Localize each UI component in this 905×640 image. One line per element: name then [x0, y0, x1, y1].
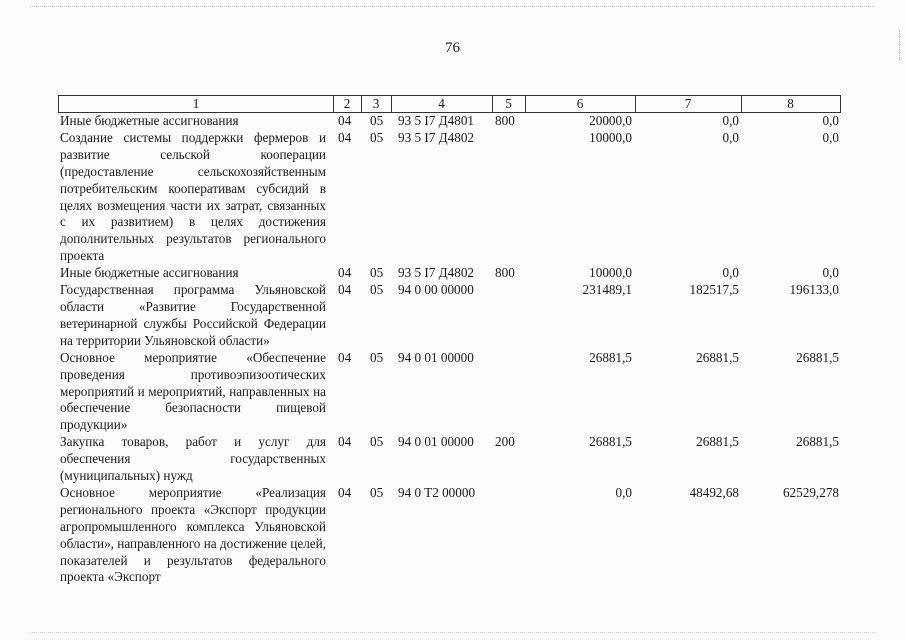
row-name: Основное мероприятие «Реализация регионального проекта «Экспорт продукции агропромышленного комплекса Ульяновской области», направленного на достижение целей, показателей и результатов федерального проекта «Экспорт [60, 484, 326, 585]
row-amount-3: 26881,5 [796, 434, 839, 450]
row-amount-3: 0,0 [822, 113, 839, 128]
row-amount-1: 26881,5 [589, 349, 632, 365]
table-header [58, 95, 841, 113]
header-col-6: 6 [576, 96, 584, 111]
header-col-2: 2 [343, 96, 351, 111]
table-row [58, 485, 841, 586]
table-row [58, 113, 841, 130]
row-name: Основное мероприятие «Обеспечение проведения противоэпизоотических мероприятий и мероприятий, направленных на обеспечение безопасности пищевой продукции» [60, 349, 326, 433]
row-amount-2: 0,0 [722, 129, 739, 145]
row-name: Создание системы поддержки фермеров и развитие сельской кооперации (предоставление сельскохозяйственным потребительским кооперативам субсидий в целях возмещения части их затрат, связанных с их развитием) в целях достижения дополнительных результатов регионального проекта [60, 129, 326, 264]
row-amount-1: 231489,1 [582, 282, 632, 298]
row-section: 04 [338, 484, 352, 500]
row-section: 04 [338, 282, 352, 298]
row-amount-2: 0,0 [722, 265, 739, 281]
row-expense-type: 200 [495, 434, 515, 450]
header-col-3: 3 [372, 96, 380, 111]
row-expense-type: 800 [495, 265, 515, 281]
row-amount-2: 0,0 [722, 113, 739, 128]
row-amount-1: 26881,5 [589, 434, 632, 450]
row-subsection: 05 [370, 434, 384, 450]
row-amount-3: 0,0 [822, 129, 839, 145]
row-name: Государственная программа Ульяновской области «Развитие Государственной ветеринарной службы Российской Федерации на территории Ульяновской области» [60, 282, 326, 348]
header-col-5: 5 [505, 96, 512, 111]
row-section: 04 [338, 113, 352, 128]
row-subsection: 05 [370, 265, 384, 281]
row-target-code: 94 0 00 00000 [398, 282, 474, 298]
scan-artifact-bottom [30, 632, 875, 634]
header-col-7: 7 [684, 96, 692, 111]
row-section: 04 [338, 265, 352, 281]
row-subsection: 05 [370, 349, 384, 365]
table-row [58, 282, 841, 350]
row-subsection: 05 [370, 129, 384, 145]
header-col-4: 4 [438, 96, 445, 111]
table-row [58, 434, 841, 485]
row-subsection: 05 [370, 113, 384, 128]
row-expense-type: 800 [495, 113, 515, 128]
row-amount-3: 0,0 [822, 265, 839, 281]
row-name: Иные бюджетные ассигнования [60, 113, 239, 128]
row-target-code: 93 5 I7 Д4802 [398, 129, 475, 145]
row-subsection: 05 [370, 484, 384, 500]
table-body [58, 113, 841, 586]
row-amount-2: 48492,68 [689, 484, 739, 500]
scan-artifact-top [30, 6, 875, 8]
row-target-code: 94 0 T2 00000 [398, 484, 476, 500]
row-amount-2: 182517,5 [689, 282, 739, 298]
row-subsection: 05 [370, 282, 384, 298]
row-amount-1: 0,0 [615, 484, 632, 500]
row-amount-1: 10000,0 [589, 129, 632, 145]
row-name: Закупка товаров, работ и услуг для обеспечения государственных (муниципальных) нужд [60, 434, 326, 484]
row-amount-1: 20000,0 [589, 113, 632, 128]
row-target-code: 93 5 I7 Д4802 [398, 265, 475, 281]
row-target-code: 94 0 01 00000 [398, 349, 474, 365]
row-section: 04 [338, 434, 352, 450]
budget-table [58, 95, 841, 586]
header-col-1: 1 [192, 96, 200, 111]
row-amount-3: 26881,5 [796, 349, 839, 365]
table-row [58, 130, 841, 265]
header-col-8: 8 [787, 96, 794, 111]
row-amount-3: 196133,0 [789, 282, 839, 298]
row-target-code: 93 5 I7 Д4801 [398, 113, 475, 128]
row-amount-2: 26881,5 [696, 349, 739, 365]
row-section: 04 [338, 129, 352, 145]
row-name: Иные бюджетные ассигнования [60, 265, 239, 281]
row-target-code: 94 0 01 00000 [398, 434, 474, 450]
table-row [58, 350, 841, 435]
row-section: 04 [338, 349, 352, 365]
row-amount-1: 10000,0 [589, 265, 632, 281]
page-number: 76 [445, 40, 460, 56]
row-amount-2: 26881,5 [696, 434, 739, 450]
row-amount-3: 62529,278 [782, 484, 839, 500]
table-row [58, 265, 841, 282]
